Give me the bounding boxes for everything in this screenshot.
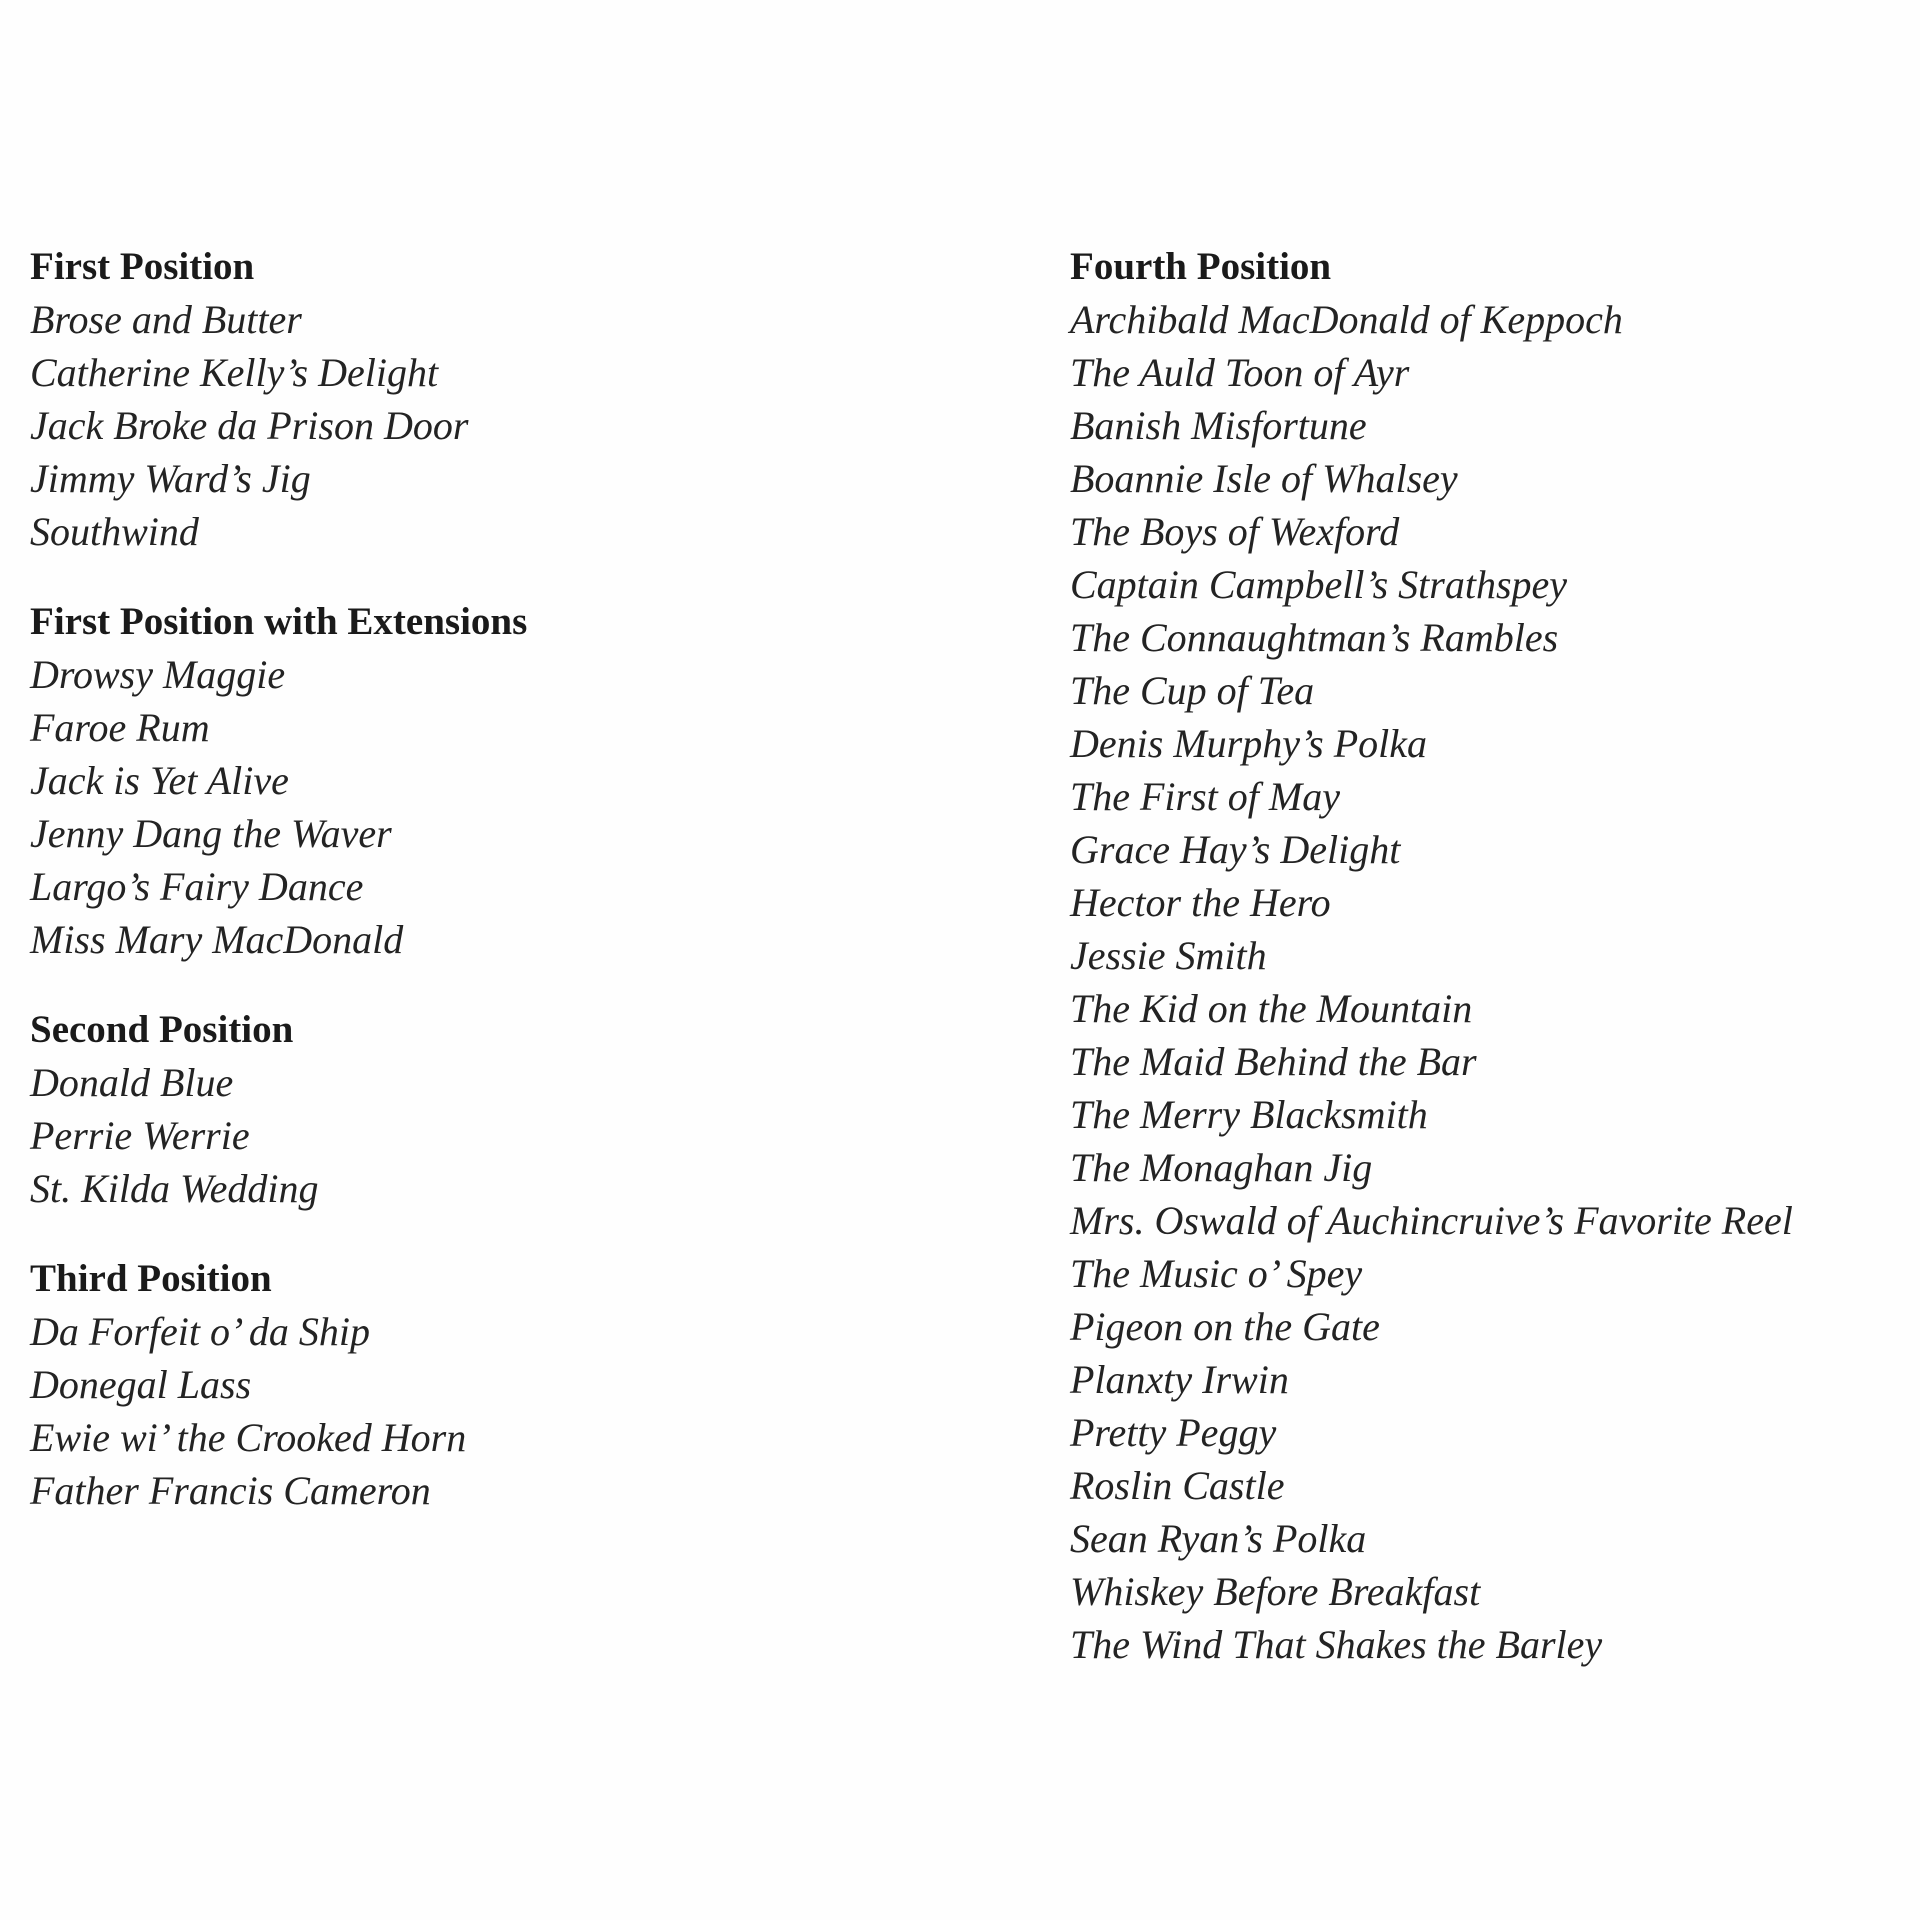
tune-item: The Connaughtman’s Rambles — [1070, 615, 1559, 660]
tune-item: The Boys of Wexford — [1070, 509, 1400, 554]
tune-item: The First of May — [1070, 774, 1340, 819]
tune-list — [30, 1056, 1010, 1215]
section-heading: First Position with Extensions — [30, 600, 528, 643]
tune-item: The Kid on the Mountain — [1070, 986, 1473, 1031]
tune-item: Jack Broke da Prison Door — [30, 403, 469, 448]
tune-item: Largo’s Fairy Dance — [30, 864, 364, 909]
section-first-position-with-extensions — [30, 595, 1010, 966]
tune-item: Brose and Butter — [30, 297, 302, 342]
tune-item: The Merry Blacksmith — [1070, 1092, 1428, 1137]
section-heading: First Position — [30, 245, 255, 288]
section-third-position — [30, 1252, 1010, 1517]
tune-item: Whiskey Before Breakfast — [1070, 1569, 1481, 1614]
tune-item: The Monaghan Jig — [1070, 1145, 1373, 1190]
tune-list — [30, 293, 1010, 558]
tune-item: Father Francis Cameron — [30, 1468, 431, 1513]
tune-item: Perrie Werrie — [30, 1113, 250, 1158]
tune-item: Ewie wi’ the Crooked Horn — [30, 1415, 467, 1460]
tune-item: St. Kilda Wedding — [30, 1166, 319, 1211]
tune-item: Boannie Isle of Whalsey — [1070, 456, 1458, 501]
tune-item: Donegal Lass — [30, 1362, 252, 1407]
section-heading: Third Position — [30, 1257, 272, 1300]
tune-item: Hector the Hero — [1070, 880, 1331, 925]
tune-item: Denis Murphy’s Polka — [1070, 721, 1427, 766]
section-second-position — [30, 1003, 1010, 1215]
section-first-position — [30, 240, 1010, 558]
tune-item: Mrs. Oswald of Auchincruive’s Favorite Reel — [1070, 1198, 1793, 1243]
tune-list — [30, 1305, 1010, 1517]
tune-item: Grace Hay’s Delight — [1070, 827, 1401, 872]
tune-item: Captain Campbell’s Strathspey — [1070, 562, 1568, 607]
tune-item: Da Forfeit o’ da Ship — [30, 1309, 370, 1354]
tune-item: Miss Mary MacDonald — [30, 917, 404, 962]
tune-list — [1070, 293, 1910, 1671]
tune-item: Jack is Yet Alive — [30, 758, 289, 803]
tune-item: Southwind — [30, 509, 199, 554]
tune-item: Jenny Dang the Waver — [30, 811, 392, 856]
section-heading: Fourth Position — [1070, 245, 1332, 288]
tune-item: Pigeon on the Gate — [1070, 1304, 1380, 1349]
tune-item: Pretty Peggy — [1070, 1410, 1277, 1455]
tune-item: The Maid Behind the Bar — [1070, 1039, 1477, 1084]
tune-item: The Wind That Shakes the Barley — [1070, 1622, 1603, 1667]
tune-item: Roslin Castle — [1070, 1463, 1285, 1508]
tune-list — [30, 648, 1010, 966]
left-column — [30, 240, 1010, 1554]
tune-item: Catherine Kelly’s Delight — [30, 350, 439, 395]
tune-item: Banish Misfortune — [1070, 403, 1367, 448]
tune-item: Sean Ryan’s Polka — [1070, 1516, 1367, 1561]
section-heading: Second Position — [30, 1008, 294, 1051]
tune-item: Jimmy Ward’s Jig — [30, 456, 311, 501]
tune-item: Faroe Rum — [30, 705, 210, 750]
tune-item: Planxty Irwin — [1070, 1357, 1289, 1402]
tune-item: The Music o’ Spey — [1070, 1251, 1363, 1296]
right-column — [1070, 240, 1910, 1708]
tune-item: Donald Blue — [30, 1060, 234, 1105]
tune-item: Archibald MacDonald of Keppoch — [1070, 297, 1623, 342]
tune-item: Jessie Smith — [1070, 933, 1267, 978]
tune-item: Drowsy Maggie — [30, 652, 286, 697]
tune-item: The Cup of Tea — [1070, 668, 1315, 713]
tune-item: The Auld Toon of Ayr — [1070, 350, 1410, 395]
section-fourth-position — [1070, 240, 1910, 1671]
